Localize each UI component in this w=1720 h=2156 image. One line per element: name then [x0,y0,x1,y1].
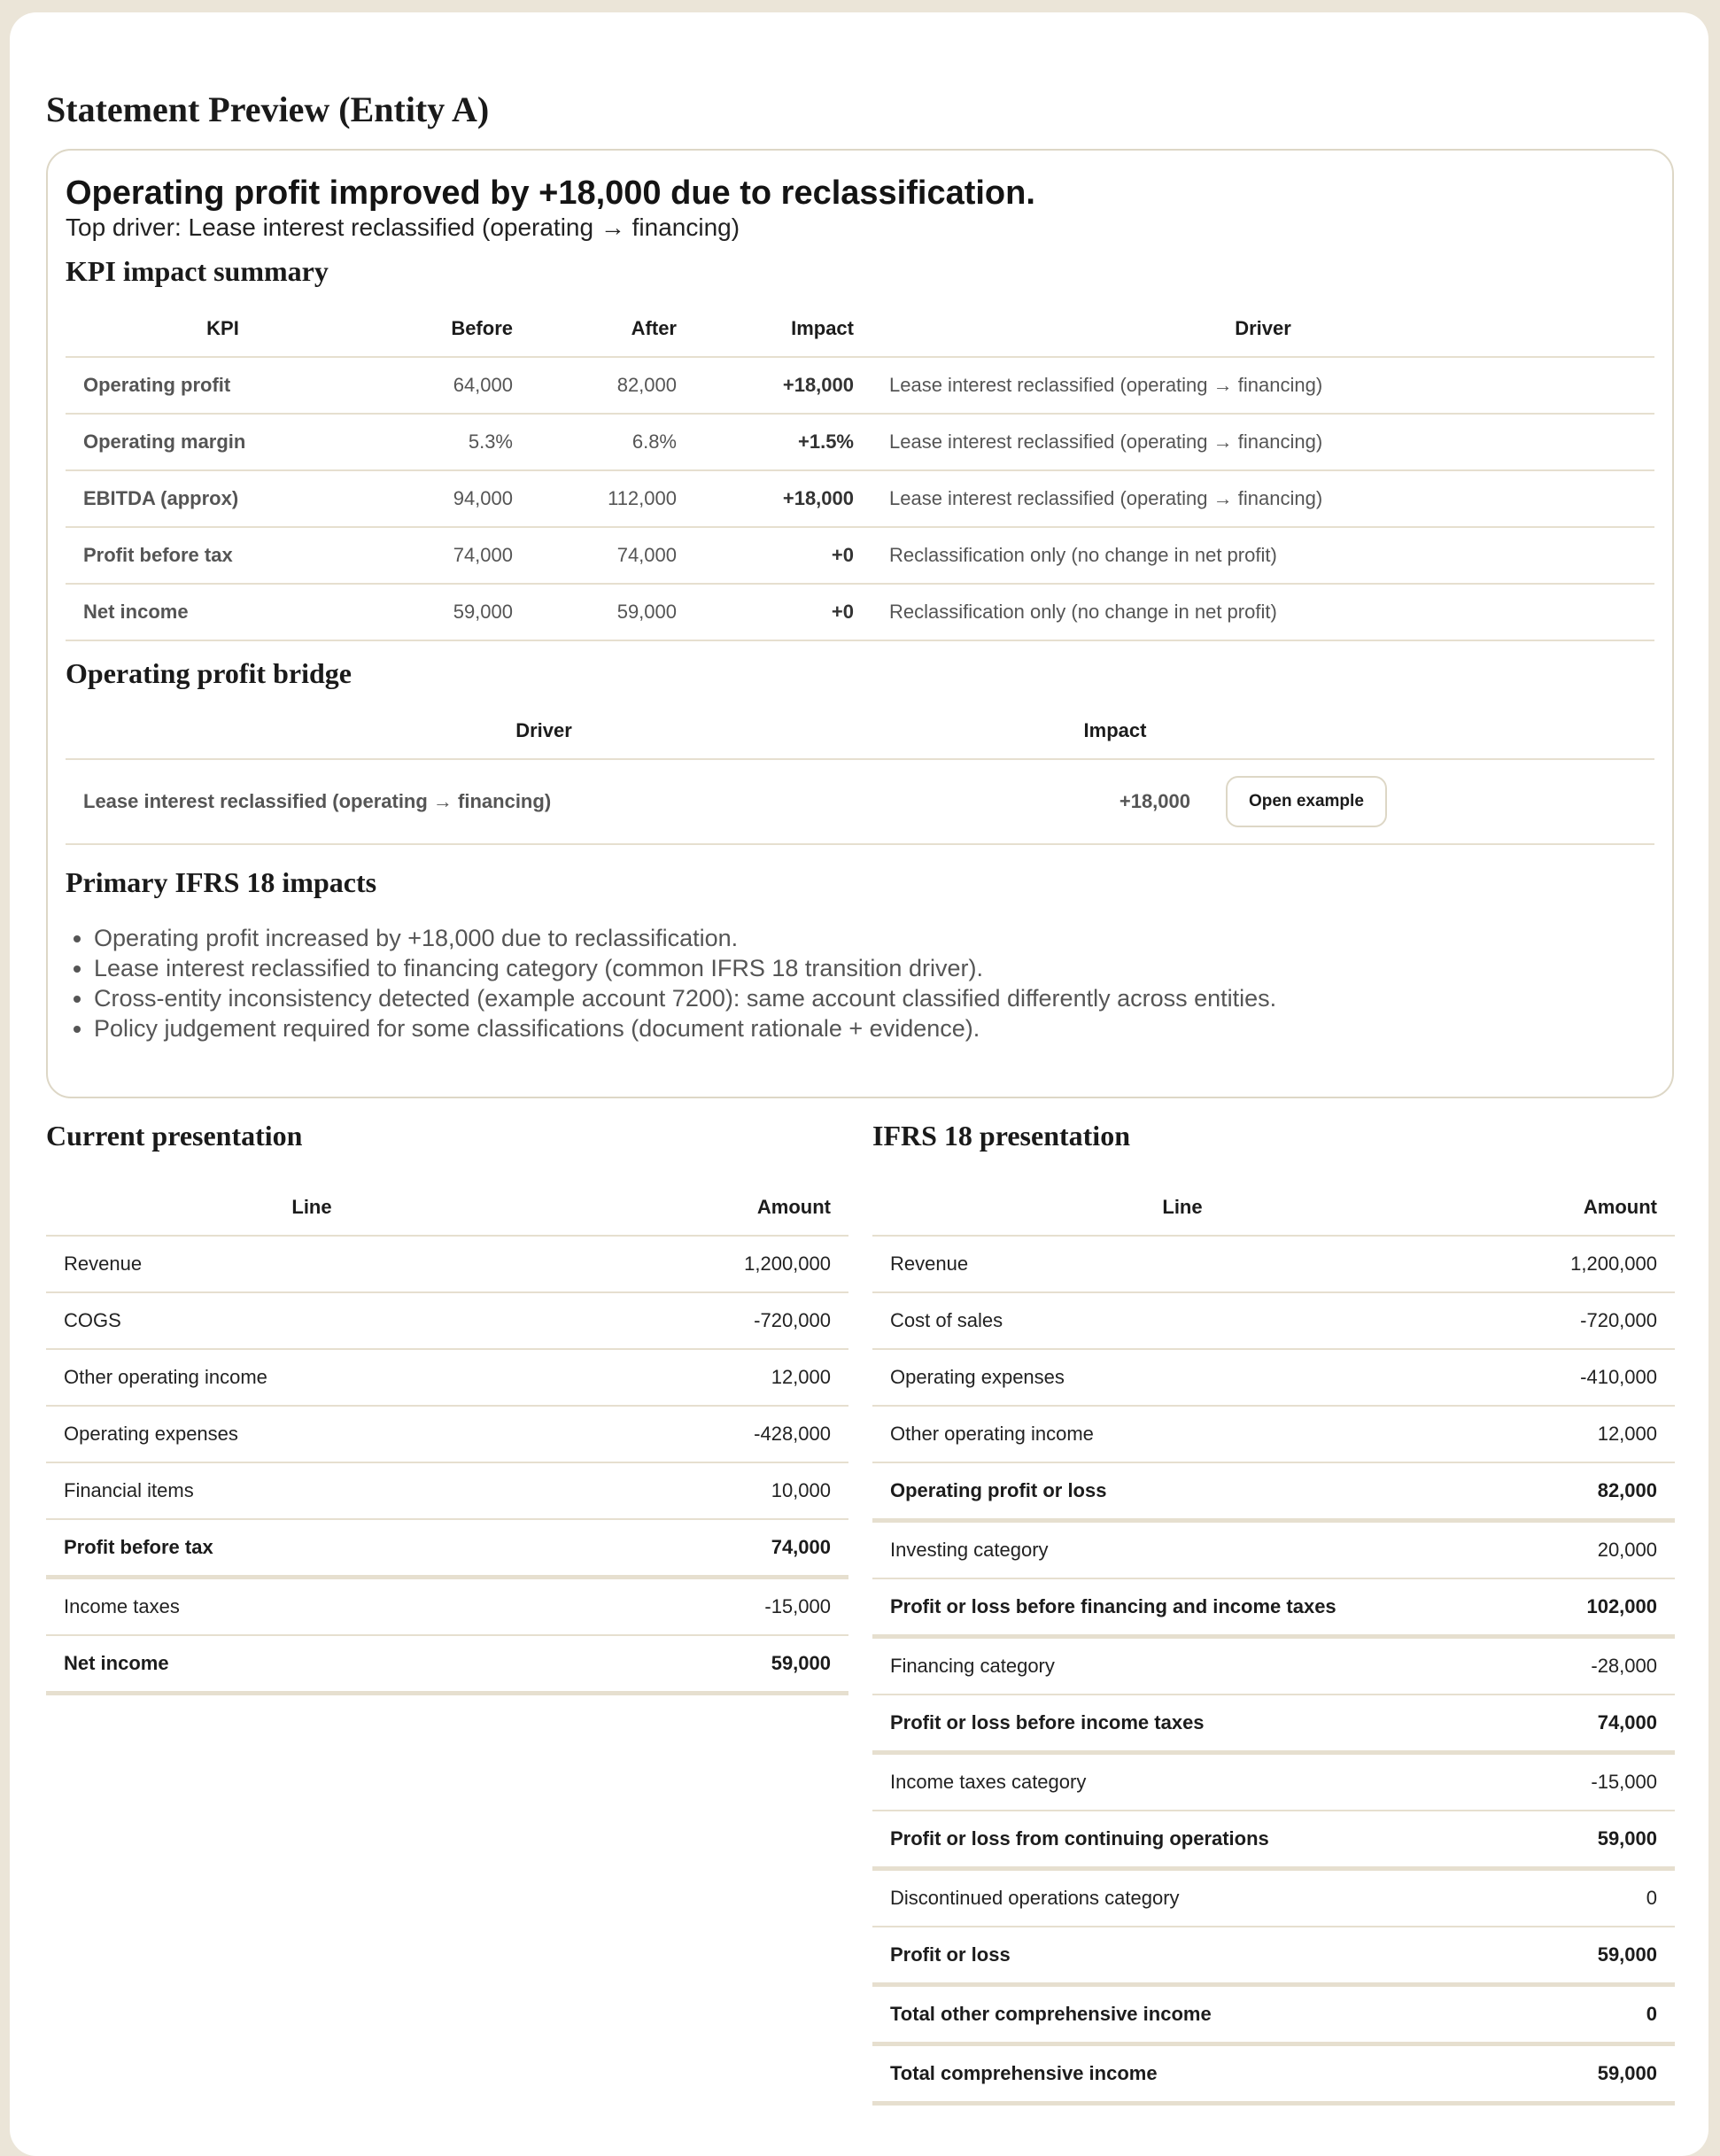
ifrs18-presentation-panel [872,1118,1675,2106]
ifrs18-table-header [872,1180,1675,1236]
ifrs18-amount: -410,000 [1492,1349,1675,1406]
ifrs18-amount: 12,000 [1492,1406,1675,1462]
impact-summary-card [46,149,1674,1098]
kpi-impact: +18,000 [694,470,872,527]
ifrs18-amount: 59,000 [1492,2044,1675,2104]
kpi-section-heading: KPI impact summary [66,255,329,287]
current-table-header [46,1180,848,1236]
operating-profit-bridge-table [66,703,1654,845]
current-amount: 74,000 [577,1519,848,1578]
ifrs18-line: Income taxes category [872,1753,1492,1811]
kpi-row [66,527,1654,584]
current-row [46,1462,848,1519]
impact-item: • Policy judgement required for some classifications (document rationale + evidence). [94,1013,1654,1043]
kpi-impact: +18,000 [694,357,872,414]
kpi-row [66,414,1654,470]
ifrs18-line: Discontinued operations category [872,1869,1492,1927]
kpi-impact: +0 [694,527,872,584]
current-line: Financial items [46,1462,577,1519]
current-amount-col-header: Amount [577,1180,848,1236]
ifrs18-line: Other operating income [872,1406,1492,1462]
kpi-before: 74,000 [380,527,531,584]
kpi-after: 6.8% [531,414,694,470]
kpi-name: Operating margin [66,414,380,470]
ifrs18-line: Total other comprehensive income [872,1985,1492,2044]
current-line: Revenue [46,1236,577,1292]
ifrs18-row [872,1753,1675,1811]
current-line: Other operating income [46,1349,577,1406]
ifrs18-amount-col-header: Amount [1492,1180,1675,1236]
current-amount: -428,000 [577,1406,848,1462]
kpi-driver: Reclassification only (no change in net profit) [872,584,1654,640]
kpi-name: Operating profit [66,357,380,414]
bridge-impact: +18,000 [1022,759,1208,844]
kpi-name: Net income [66,584,380,640]
ifrs18-presentation-heading: IFRS 18 presentation [872,1120,1130,1152]
ifrs18-amount: -28,000 [1492,1637,1675,1695]
kpi-before: 94,000 [380,470,531,527]
open-example-button[interactable]: Open example [1226,776,1387,827]
kpi-row [66,584,1654,640]
impacts-section-heading: Primary IFRS 18 impacts [66,866,377,898]
ifrs18-line-col-header: Line [872,1180,1492,1236]
kpi-row [66,470,1654,527]
ifrs18-row [872,1578,1675,1637]
statement-preview-page [10,12,1708,2156]
ifrs18-row [872,1292,1675,1349]
ifrs18-line: Profit or loss before income taxes [872,1695,1492,1753]
current-amount: 12,000 [577,1349,848,1406]
ifrs18-amount: 102,000 [1492,1578,1675,1637]
page-title: Statement Preview (Entity A) [46,89,490,129]
ifrs18-row [872,2044,1675,2104]
ifrs18-line: Profit or loss from continuing operations [872,1811,1492,1869]
current-line: COGS [46,1292,577,1349]
current-presentation-panel [46,1118,848,1695]
ifrs18-amount: 1,200,000 [1492,1236,1675,1292]
kpi-row [66,357,1654,414]
impact-item: • Lease interest reclassified to financing category (common IFRS 18 transition driver). [94,953,1654,983]
current-line-col-header: Line [46,1180,577,1236]
ifrs18-line: Revenue [872,1236,1492,1292]
kpi-driver: Reclassification only (no change in net profit) [872,527,1654,584]
ifrs18-row [872,1869,1675,1927]
current-amount: 10,000 [577,1462,848,1519]
ifrs18-presentation-table [872,1180,1675,2106]
kpi-before: 64,000 [380,357,531,414]
summary-headline: Operating profit improved by +18,000 due to reclassification. [66,174,1035,212]
ifrs18-line: Investing category [872,1521,1492,1579]
kpi-after: 112,000 [531,470,694,527]
current-amount: -720,000 [577,1292,848,1349]
kpi-impact-table [66,301,1654,641]
kpi-driver: Lease interest reclassified (operating → financing) [872,414,1654,470]
ifrs18-line: Operating profit or loss [872,1462,1492,1521]
ifrs18-line: Profit or loss [872,1927,1492,1985]
ifrs18-amount: 82,000 [1492,1462,1675,1521]
current-row [46,1236,848,1292]
kpi-before: 59,000 [380,584,531,640]
bridge-section-heading: Operating profit bridge [66,657,352,689]
kpi-impact: +0 [694,584,872,640]
before-col-header: Before [380,301,531,357]
bridge-action-cell [1208,759,1654,844]
kpi-table-header [66,301,1654,357]
ifrs18-amount: 59,000 [1492,1811,1675,1869]
current-presentation-heading: Current presentation [46,1120,303,1152]
current-row [46,1635,848,1694]
current-row [46,1578,848,1636]
ifrs18-amount: 0 [1492,1869,1675,1927]
kpi-before: 5.3% [380,414,531,470]
ifrs18-amount: 59,000 [1492,1927,1675,1985]
current-row [46,1292,848,1349]
bridge-action-col-header [1208,703,1654,759]
bridge-table-header [66,703,1654,759]
ifrs18-amount: -15,000 [1492,1753,1675,1811]
ifrs18-row [872,1695,1675,1753]
impact-item: • Operating profit increased by +18,000 due to reclassification. [94,923,1654,953]
ifrs18-line: Financing category [872,1637,1492,1695]
ifrs18-amount: 20,000 [1492,1521,1675,1579]
ifrs18-line: Operating expenses [872,1349,1492,1406]
current-amount: -15,000 [577,1578,848,1636]
bridge-driver-col-header: Driver [66,703,1022,759]
kpi-after: 74,000 [531,527,694,584]
driver-col-header: Driver [872,301,1654,357]
current-row [46,1406,848,1462]
current-line: Net income [46,1635,577,1694]
ifrs18-line: Total comprehensive income [872,2044,1492,2104]
ifrs18-line: Cost of sales [872,1292,1492,1349]
current-line: Operating expenses [46,1406,577,1462]
kpi-impact: +1.5% [694,414,872,470]
kpi-after: 82,000 [531,357,694,414]
ifrs18-amount: 0 [1492,1985,1675,2044]
current-row [46,1519,848,1578]
current-line: Income taxes [46,1578,577,1636]
kpi-name: EBITDA (approx) [66,470,380,527]
impact-col-header: Impact [694,301,872,357]
ifrs18-amount: -720,000 [1492,1292,1675,1349]
ifrs18-row [872,1985,1675,2044]
ifrs18-row [872,1637,1675,1695]
current-amount: 59,000 [577,1635,848,1694]
kpi-after: 59,000 [531,584,694,640]
kpi-name: Profit before tax [66,527,380,584]
kpi-driver: Lease interest reclassified (operating → financing) [872,470,1654,527]
bridge-impact-col-header: Impact [1022,703,1208,759]
summary-top-driver: Top driver: Lease interest reclassified (operating → financing) [66,213,740,241]
bridge-driver: Lease interest reclassified (operating → financing) [66,759,1022,844]
ifrs18-row [872,1462,1675,1521]
ifrs18-amount: 74,000 [1492,1695,1675,1753]
after-col-header: After [531,301,694,357]
ifrs18-row [872,1927,1675,1985]
current-amount: 1,200,000 [577,1236,848,1292]
kpi-col-header: KPI [66,301,380,357]
current-row [46,1349,848,1406]
impacts-list [66,923,1654,1043]
current-line: Profit before tax [46,1519,577,1578]
ifrs18-row [872,1236,1675,1292]
ifrs18-line: Profit or loss before financing and income taxes [872,1578,1492,1637]
current-presentation-table [46,1180,848,1695]
bridge-row [66,759,1654,844]
ifrs18-row [872,1811,1675,1869]
impact-item: • Cross-entity inconsistency detected (example account 7200): same account classified differently across entities. [94,983,1654,1013]
ifrs18-row [872,1521,1675,1579]
kpi-driver: Lease interest reclassified (operating → financing) [872,357,1654,414]
ifrs18-row [872,1406,1675,1462]
ifrs18-row [872,1349,1675,1406]
